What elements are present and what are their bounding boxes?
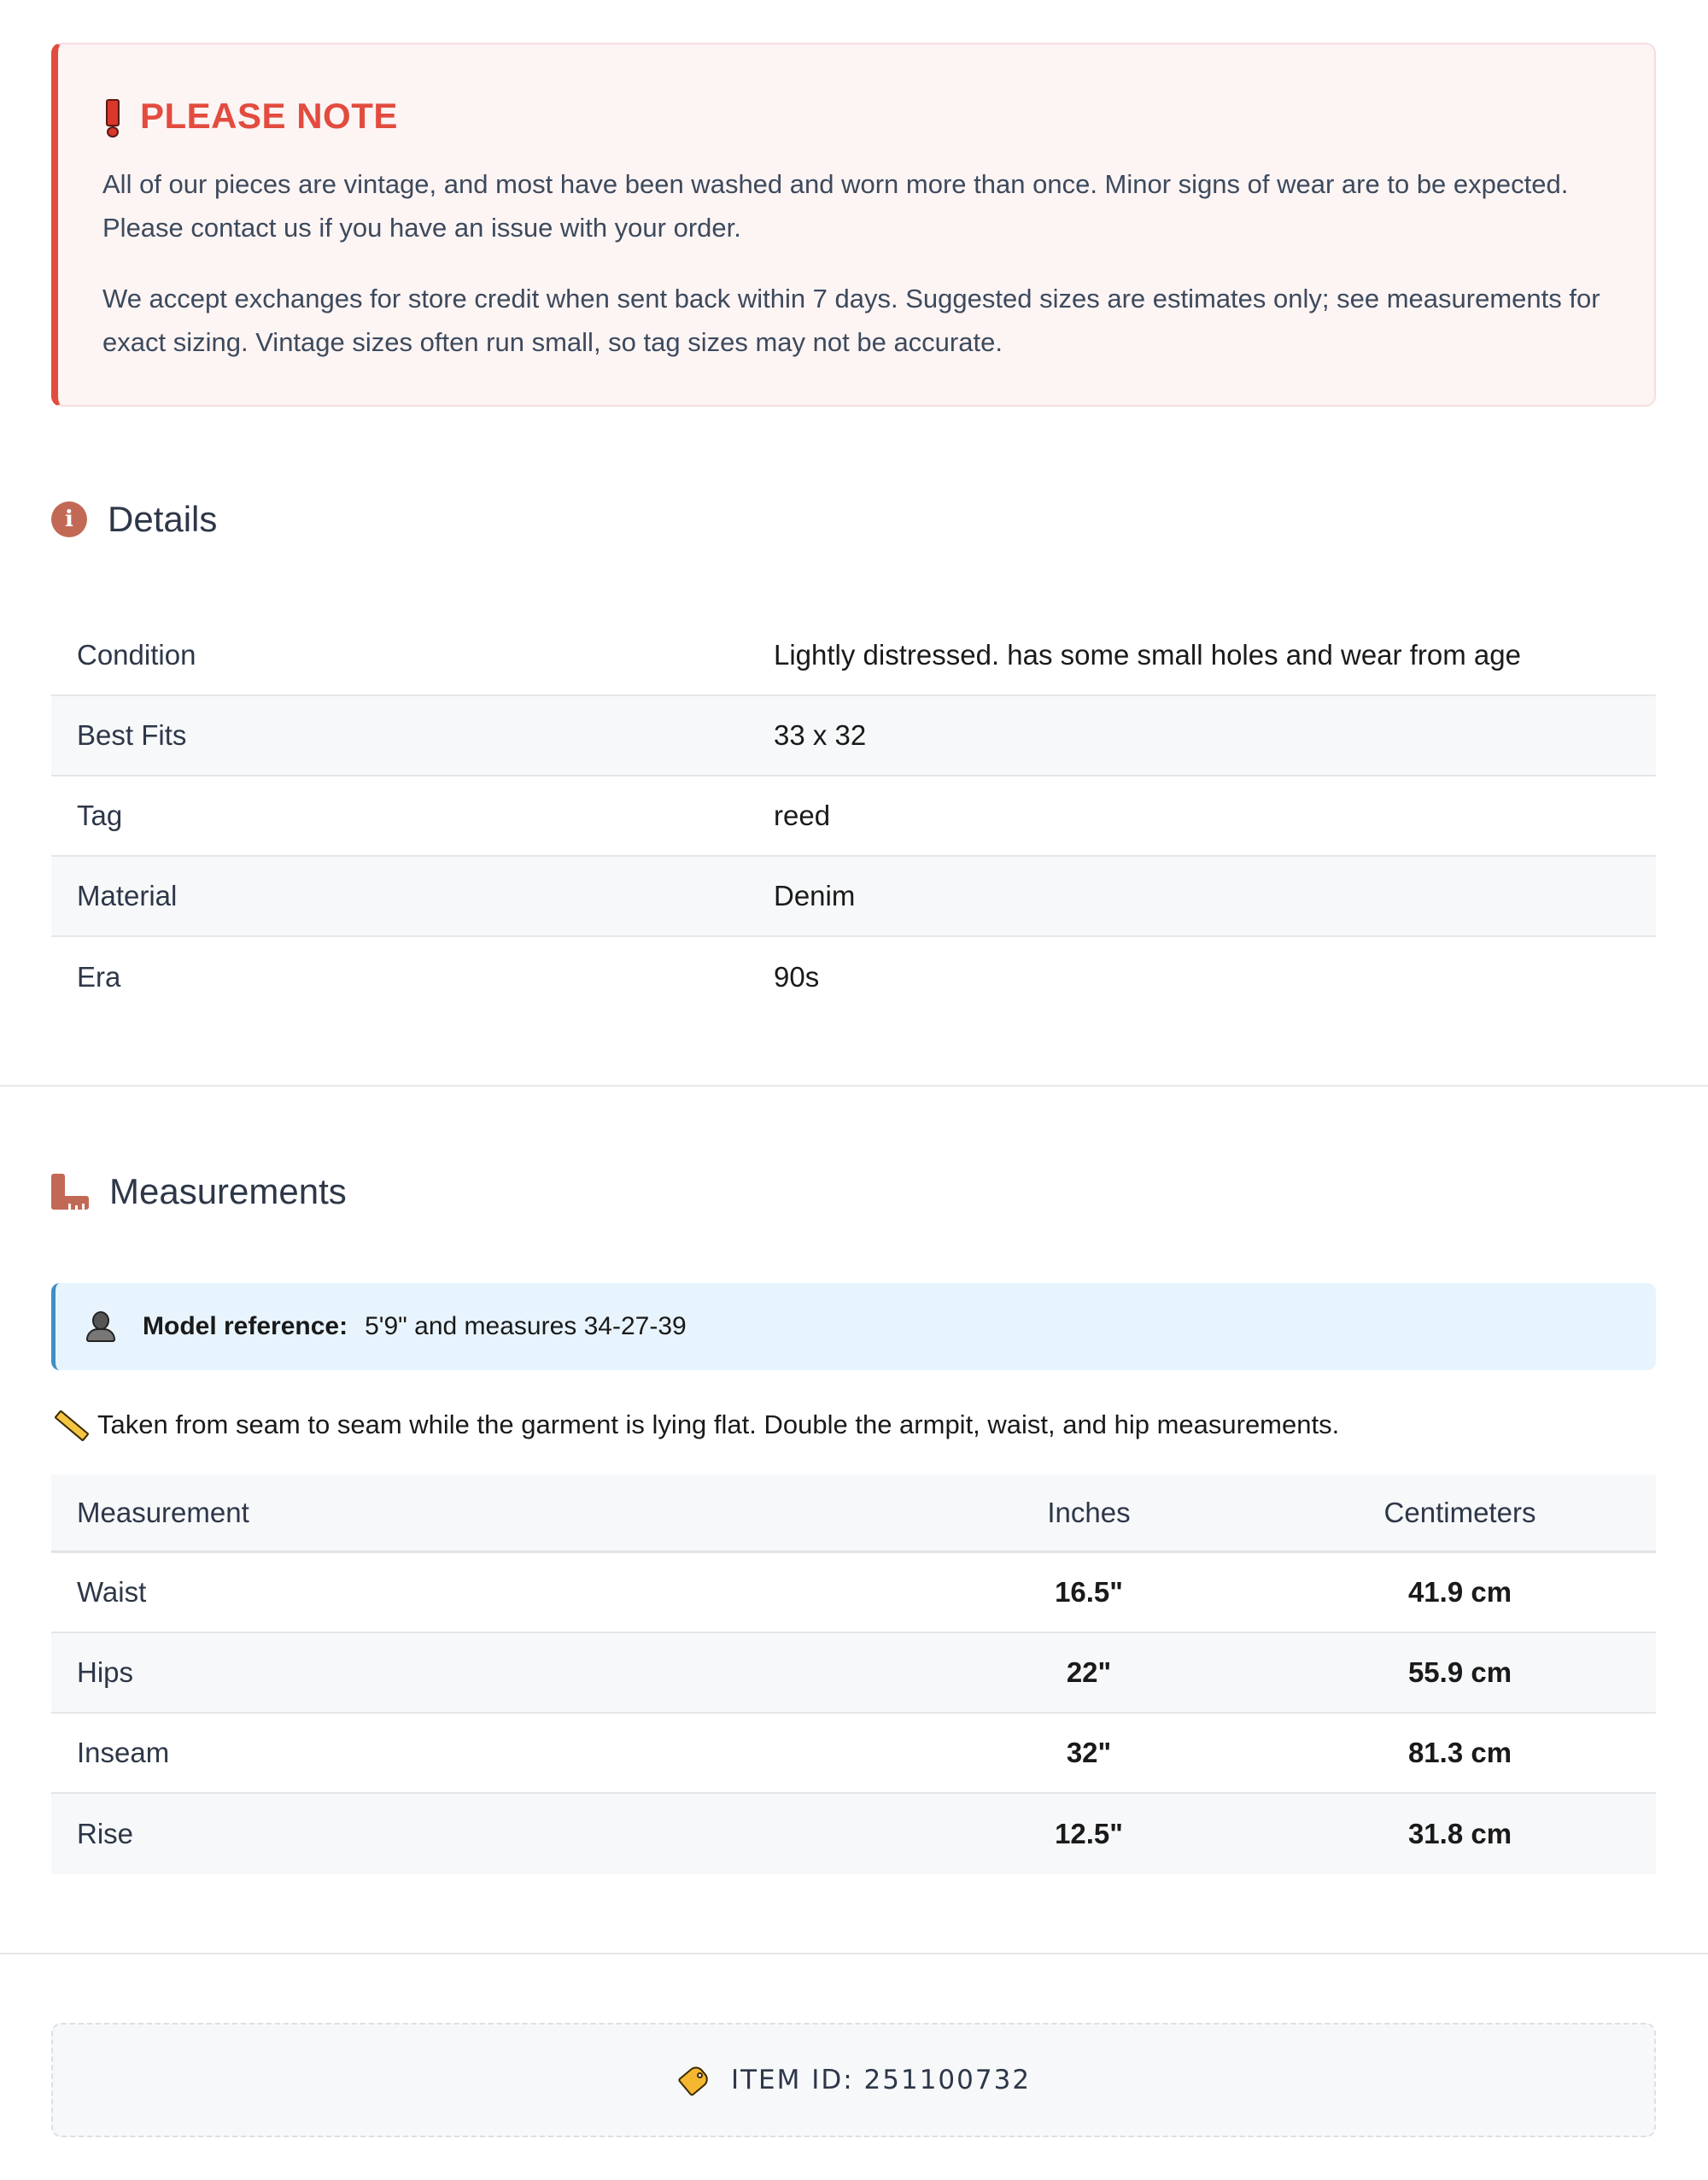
- details-value: 90s: [774, 961, 820, 993]
- measurement-name: Rise: [77, 1818, 134, 1849]
- measurement-cm: 41.9 cm: [1407, 1576, 1512, 1608]
- details-label: Material: [77, 880, 178, 911]
- details-label: Best Fits: [77, 719, 187, 751]
- table-row: [51, 1714, 1656, 1794]
- table-row: [51, 1794, 1656, 1874]
- measurement-cm: 31.8 cm: [1407, 1818, 1512, 1849]
- details-label: Era: [77, 961, 121, 993]
- details-heading: [51, 499, 217, 540]
- model-reference-label: Model reference:: [143, 1312, 348, 1340]
- measurement-name: Hips: [77, 1656, 134, 1688]
- details-label: Condition: [77, 639, 196, 671]
- please-note-header: [102, 91, 1605, 142]
- ruler-icon: [51, 1174, 89, 1210]
- measurement-inches: 16.5": [1055, 1576, 1123, 1608]
- table-row: [51, 1553, 1656, 1633]
- details-row: [51, 857, 1656, 937]
- measurement-cm: 81.3 cm: [1407, 1737, 1512, 1768]
- table-row: [51, 1633, 1656, 1714]
- column-header-centimeters: Centimeters: [1383, 1496, 1536, 1528]
- measurement-name: Waist: [77, 1576, 147, 1608]
- details-label: Tag: [77, 800, 123, 831]
- details-row: [51, 696, 1656, 776]
- details-value: Denim: [774, 880, 856, 911]
- measurement-cm: 55.9 cm: [1407, 1656, 1512, 1688]
- section-divider: [0, 1953, 1708, 1954]
- details-row: [51, 937, 1656, 1017]
- details-value: 33 x 32: [774, 719, 867, 751]
- item-id-box: [51, 2023, 1656, 2137]
- please-note-box: [51, 43, 1656, 407]
- table-header-row: [51, 1474, 1656, 1553]
- measurement-instructions: [51, 1408, 1339, 1442]
- info-icon: i: [51, 501, 87, 537]
- exclamation-icon: [106, 99, 116, 133]
- measurements-title: Measurements: [109, 1171, 347, 1211]
- measurement-inches: 32": [1066, 1737, 1112, 1768]
- column-header-inches: Inches: [1047, 1496, 1131, 1528]
- model-reference-value: 5'9" and measures 34-27-39: [365, 1312, 687, 1340]
- details-row: [51, 616, 1656, 696]
- pencil-icon: [51, 1408, 85, 1442]
- tag-icon: [676, 2062, 712, 2098]
- please-note-title: PLEASE NOTE: [140, 96, 398, 136]
- item-id-text: ITEM ID: 251100732: [730, 2065, 1032, 2095]
- measurement-inches: 12.5": [1055, 1818, 1123, 1849]
- details-row: [51, 776, 1656, 857]
- details-value: Lightly distressed. has some small holes and wear from age: [774, 639, 1521, 671]
- measurements-heading: [51, 1171, 347, 1212]
- details-value: reed: [774, 800, 831, 831]
- measurement-inches: 22": [1066, 1656, 1112, 1688]
- details-table: [51, 616, 1656, 1017]
- model-reference-banner: [51, 1283, 1656, 1370]
- section-divider: [0, 1085, 1708, 1087]
- details-title: Details: [108, 499, 218, 539]
- person-icon: [86, 1311, 115, 1342]
- column-header-measurement: Measurement: [77, 1496, 249, 1528]
- please-note-paragraph: All of our pieces are vintage, and most have been washed and worn more than once. Minor signs of wear are to be expected. Please contact us if you have an issue with your order.: [102, 169, 1569, 243]
- please-note-paragraph: We accept exchanges for store credit when sent back within 7 days. Suggested sizes are estimates only; see measurements for exact sizing. Vintage sizes often run small, so tag sizes may not be accurate.: [102, 284, 1600, 357]
- measurement-name: Inseam: [77, 1737, 170, 1768]
- measurement-instructions-text: Taken from seam to seam while the garment is lying flat. Double the armpit, waist, and hip measurements.: [97, 1409, 1340, 1439]
- measurements-table: [51, 1474, 1656, 1874]
